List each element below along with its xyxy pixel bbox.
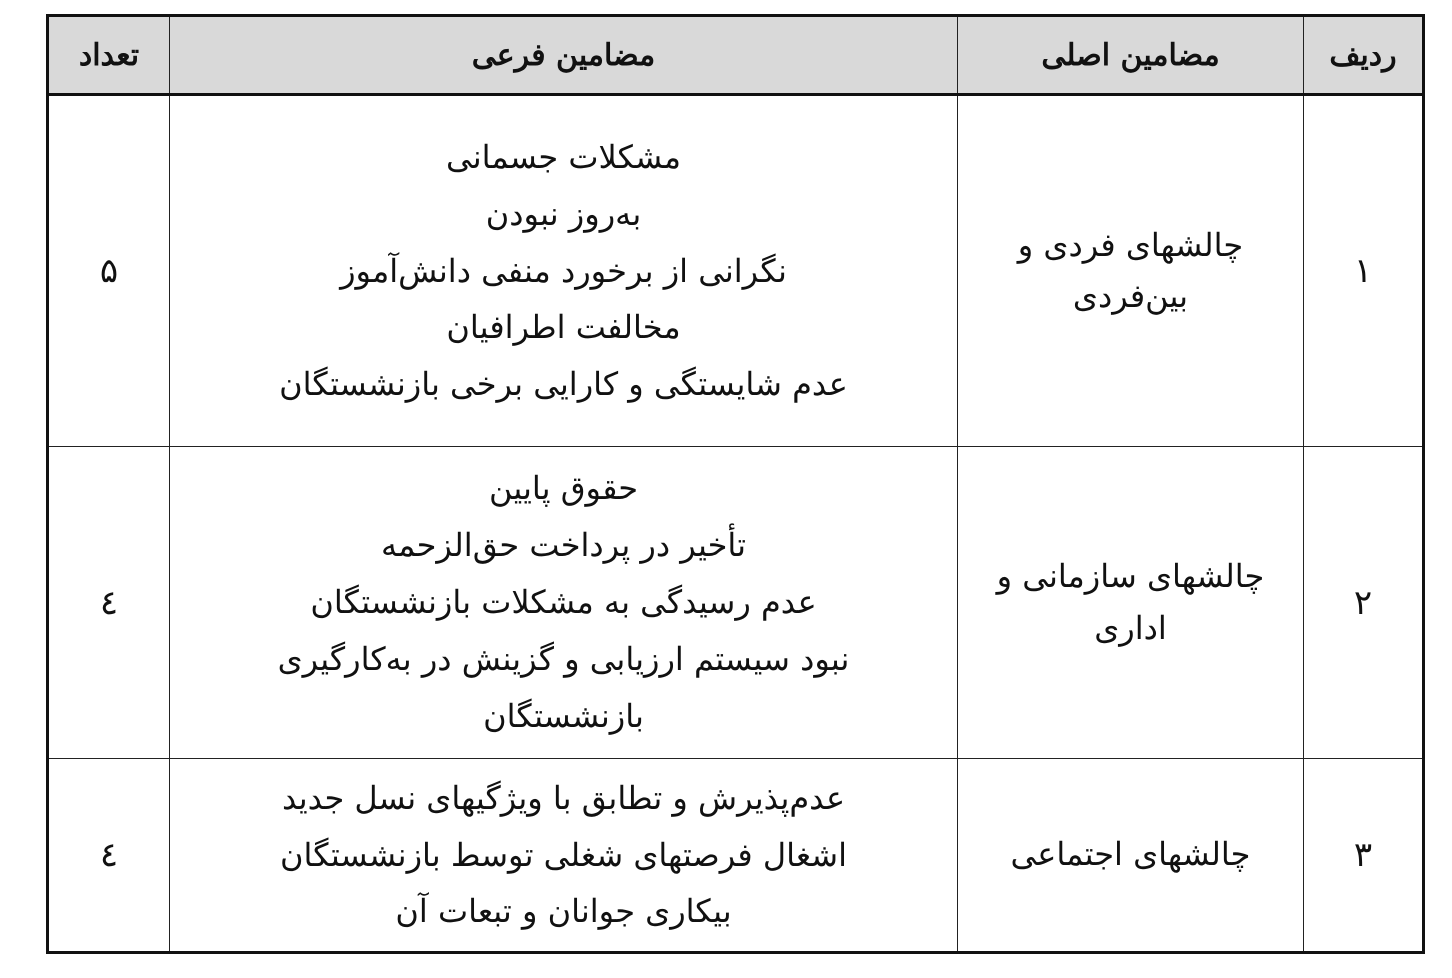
header-main-themes: مضامین اصلی bbox=[958, 16, 1304, 95]
sub-theme-item: عدم‌پذیرش و تطابق با ویژگیهای نسل جدید bbox=[281, 778, 846, 817]
main-theme-line: بین‌فردی bbox=[1072, 277, 1189, 315]
header-row-number: ردیف bbox=[1304, 16, 1424, 95]
sub-theme-count: ٤ bbox=[48, 447, 170, 759]
sub-theme-count: ٤ bbox=[48, 759, 170, 953]
sub-themes bbox=[170, 447, 958, 759]
main-theme-line: چالشهای فردی و bbox=[1017, 225, 1244, 264]
sub-theme-item: اشغال فرصتهای شغلی توسط بازنشستگان bbox=[280, 835, 847, 874]
table-row bbox=[48, 759, 1424, 953]
main-theme bbox=[958, 95, 1304, 447]
sub-theme-item: عدم شایستگی و کارایی برخی بازنشستگان bbox=[279, 365, 848, 404]
main-theme-line: چالشهای اجتماعی bbox=[1010, 835, 1251, 874]
sub-theme-count: ۵ bbox=[48, 95, 170, 447]
sub-theme-item: به‌روز نبودن bbox=[485, 194, 642, 233]
main-theme bbox=[958, 447, 1304, 759]
main-theme-line: چالشهای سازمانی و bbox=[996, 557, 1265, 596]
sub-theme-item: بیکاری جوانان و تبعات آن bbox=[395, 892, 732, 931]
row-number: ۳ bbox=[1304, 759, 1424, 953]
sub-theme-item: حقوق پایین bbox=[488, 469, 639, 508]
main-theme-line: اداری bbox=[1094, 608, 1167, 647]
header-sub-themes: مضامین فرعی bbox=[170, 16, 958, 95]
sub-theme-item: تأخیر در پرداخت حق‌الزحمه bbox=[380, 526, 747, 565]
sub-theme-item: مشکلات جسمانی bbox=[446, 137, 681, 176]
sub-theme-item: بازنشستگان bbox=[483, 696, 644, 735]
row-number: ۲ bbox=[1304, 447, 1424, 759]
sub-themes bbox=[170, 95, 958, 447]
sub-theme-item: نبود سیستم ارزیابی و گزینش در به‌کارگیری bbox=[277, 639, 850, 678]
sub-theme-item: عدم رسیدگی به مشکلات بازنشستگان bbox=[310, 583, 817, 622]
sub-theme-item: نگرانی از برخورد منفی دانش‌آموز bbox=[340, 251, 787, 290]
header-count: تعداد bbox=[48, 16, 170, 95]
main-theme bbox=[958, 759, 1304, 953]
table-row bbox=[48, 95, 1424, 447]
header-row bbox=[48, 16, 1424, 95]
themes-table bbox=[46, 14, 1425, 954]
table-row bbox=[48, 447, 1424, 759]
row-number: ۱ bbox=[1304, 95, 1424, 447]
sub-themes bbox=[170, 759, 958, 953]
sub-theme-item: مخالفت اطرافیان bbox=[446, 308, 681, 347]
